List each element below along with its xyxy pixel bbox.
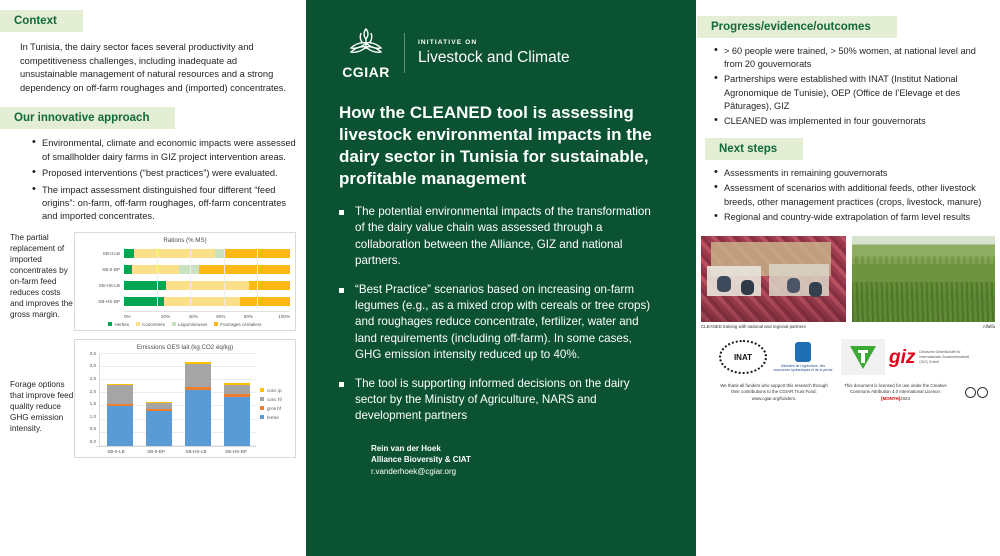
ministry-logo-label: Ministère de l’agriculture, des ressources hydrauliques et de la pêche: [773, 363, 833, 373]
context-text: In Tunisia, the dairy sector faces several productivity and competitiveness challenges, including inadequate ad unsustainable management of natural resources and a strong dependency on off-farm roughages and (imported) concentrates.: [20, 42, 286, 93]
legend-swatch: [108, 322, 112, 326]
legend-swatch: [214, 322, 218, 326]
licence-month: [MONTH]: [881, 395, 901, 401]
rations-x-axis: [124, 311, 290, 319]
cgiar-wordmark: CGIAR: [342, 64, 390, 80]
right-column: [691, 0, 1000, 556]
emissions-bar-segment: [185, 364, 211, 388]
rations-x-tick: 60%: [216, 313, 226, 319]
licence-line-3: International Licence.: [899, 389, 942, 395]
emissions-y-tick: 3,5: [89, 350, 96, 356]
page-title: How the CLEANED tool is assessing livestock environmental impacts in the dairy sector in Tunisia for sustainable, profitable management: [339, 103, 652, 188]
next-steps-bullet-list: [691, 167, 1000, 224]
cgiar-logo-block: [311, 0, 691, 80]
context-heading: Context: [0, 10, 83, 32]
emissions-y-axis: [80, 350, 99, 446]
funders-text: We thank all funders who support this research through their contributions to the CGIAR Trust Fund: www.cgiar.org/funders.: [720, 383, 828, 401]
rations-x-tick: 80%: [243, 313, 254, 319]
rations-bar-row: [80, 295, 290, 308]
emissions-bar: [107, 384, 133, 445]
legend-label: Concentrés: [141, 321, 165, 327]
legend-item: [260, 388, 290, 393]
approach-body: [0, 137, 311, 223]
legend-swatch: [260, 397, 264, 401]
author-block: [311, 437, 691, 478]
rations-bar-segment: [124, 249, 134, 258]
rations-bar-segment: [132, 265, 178, 274]
next-steps-tab-wrap: [691, 138, 1000, 160]
legend-item: [260, 406, 290, 411]
emissions-bar-segment: [224, 385, 250, 394]
progress-bullet-list: [691, 45, 1000, 128]
list-item: The tool is supporting informed decisions on the dairy sector by the Ministry of Agriculture, NARS and development partners: [339, 376, 661, 425]
photo-caption: CLEANED training with national and regional partners: [701, 324, 806, 330]
licence-line-1: This document is licensed for use under the: [844, 383, 930, 389]
legend-swatch: [260, 415, 264, 419]
licence-text: [843, 383, 948, 402]
legend-label: gros hf: [267, 405, 282, 411]
legend-item: [260, 415, 290, 420]
rations-bar-track: [124, 265, 290, 274]
emissions-x-tick: SB-HS-LB: [185, 448, 207, 454]
emissions-bar-segment: [185, 390, 211, 446]
legend-item: [260, 397, 290, 402]
rations-side-note: The partial replacement of imported concentrates by on-farm feed reduces costs and improves the gross margin.: [10, 232, 73, 319]
emissions-bar-segment: [107, 385, 133, 403]
context-body: [0, 41, 311, 95]
emissions-legend: [256, 354, 290, 454]
legend-label: Fourrages céréaliers: [220, 321, 262, 327]
footer: [691, 375, 1000, 402]
rations-bar-track: [124, 281, 290, 290]
licence-year: 2023: [900, 395, 910, 401]
rations-chart-title: Rations (% MS): [163, 236, 207, 244]
legend-item: [214, 322, 261, 327]
list-item: • The impact assessment distinguished four different “feed origins”: on-farm, off-farm roughages, off-farm concentrates and imported concentrates.: [34, 184, 299, 224]
rations-bar-segment: [124, 281, 166, 290]
rations-x-tick: 40%: [188, 313, 198, 319]
emissions-bar-segment: [107, 406, 133, 445]
rations-x-tick: 0%: [124, 313, 131, 319]
photo-alfalfa-wrap: [852, 236, 995, 329]
rations-category-label: SB-II-BP: [102, 266, 120, 272]
emissions-y-tick: 1,0: [89, 413, 96, 419]
emissions-bar: [224, 383, 250, 446]
giz-wordmark: giz: [889, 346, 916, 368]
emissions-gridline: [100, 366, 256, 367]
emissions-chart-title: Emissions GES lait (kg CO2 éq/kg): [136, 343, 234, 351]
rations-x-tick: 20%: [160, 313, 171, 319]
legend-swatch: [260, 388, 264, 392]
center-column: [311, 0, 691, 556]
list-item: • Assessment of scenarios with additional feeds, other livestock breeds, other management practices (crops, livestock, manure): [715, 182, 988, 208]
cgiar-logo-icon: [339, 26, 393, 80]
rations-bar-row: [80, 263, 290, 276]
cc-licence-badge: [962, 383, 988, 402]
emissions-gridline: [100, 353, 256, 354]
list-item: • Assessments in remaining gouvernorats: [715, 167, 988, 180]
rations-category-label: SB-HS-LB: [98, 282, 120, 288]
creative-commons-icon: [965, 387, 988, 398]
giz-logo: [841, 339, 973, 375]
list-item: • Regional and country-wide extrapolation of farm level results: [715, 211, 988, 224]
emissions-chart: [74, 339, 296, 458]
emissions-x-axis: [96, 446, 256, 454]
rations-bar-row: [80, 279, 290, 292]
photo-caption: Alfalfa: [982, 324, 995, 330]
emissions-y-tick: 0,0: [89, 438, 96, 444]
emissions-side-note: Forage options that improve feed quality reduce GHG emission intensity.: [10, 379, 74, 433]
initiative-block: [418, 39, 570, 67]
emissions-bar-segment: [146, 411, 172, 446]
photo-alfalfa: [852, 236, 995, 322]
rations-bar-segment: [164, 297, 240, 306]
rations-bar-segment: [179, 265, 199, 274]
legend-label: conc ip: [267, 387, 282, 393]
rations-bar-track: [124, 249, 290, 258]
emissions-y-tick: 2,5: [89, 375, 96, 381]
initiative-label: INITIATIVE ON: [418, 39, 478, 46]
emissions-y-tick: 0,5: [89, 426, 96, 432]
author-email[interactable]: r.vanderhoek@cgiar.org: [371, 466, 457, 476]
author-name: Rein van der Hoek: [371, 443, 441, 453]
approach-bullet-list: [20, 137, 299, 223]
progress-heading: Progress/evidence/outcomes: [697, 16, 897, 38]
legend-label: Herbes: [114, 321, 129, 327]
rations-category-label: SB-II-LB: [102, 250, 120, 256]
legend-swatch: [260, 406, 264, 410]
inat-logo-label: INAT: [733, 352, 753, 362]
emissions-chart-row: [0, 339, 311, 458]
emissions-y-tick: 2,0: [89, 388, 96, 394]
legend-label: conc hf: [267, 396, 282, 402]
emissions-y-tick: 3,0: [89, 363, 96, 369]
next-steps-heading: Next steps: [705, 138, 803, 160]
emissions-x-tick: SB-II-BP: [147, 448, 165, 454]
legend-swatch: [136, 322, 140, 326]
rations-category-label: SB-HS-BP: [98, 298, 120, 304]
author-org: Alliance Bioversity & CIAT: [371, 455, 471, 465]
rations-bar-segment: [124, 297, 164, 306]
emissions-y-tick: 1,5: [89, 401, 96, 407]
emissions-bar: [185, 362, 211, 446]
rations-x-tick: 100%: [278, 313, 291, 319]
legend-label: Légumineuses: [177, 321, 208, 327]
approach-heading: Our innovative approach: [0, 107, 175, 129]
list-item: • Environmental, climate and economic impacts were assessed of smallholder dairy farms in GIZ project intervention areas.: [34, 137, 299, 164]
list-item: • CLEANED was implemented in four gouvernorats: [715, 115, 988, 128]
approach-tab-wrap: [0, 107, 311, 129]
rations-bar-row: [80, 247, 290, 260]
rations-bar-segment: [224, 249, 290, 258]
list-item: • Proposed interventions (“best practices”) were evaluated.: [34, 167, 299, 180]
rations-bar-segment: [134, 249, 215, 258]
legend-item: [136, 322, 165, 327]
ministry-logo: [773, 342, 833, 373]
rations-chart: [74, 232, 296, 331]
logo-divider: [404, 33, 405, 73]
rations-bar-segment: [199, 265, 290, 274]
rations-plot-area: [80, 247, 290, 308]
context-tab-wrap: [0, 0, 311, 32]
rations-bar-segment: [124, 265, 132, 274]
partner-logos: [691, 329, 1000, 375]
photo-training-wrap: [701, 236, 846, 329]
giz-mark-icon: [848, 343, 878, 371]
emissions-gridline: [100, 379, 256, 380]
emissions-chart-body: [80, 350, 290, 454]
rations-bar-segment: [166, 281, 249, 290]
legend-item: [172, 322, 207, 327]
list-item: The potential environmental impacts of the transformation of the dairy value chain was assessed through a collaboration between the Alliance, GIZ and national partners.: [339, 204, 661, 270]
list-item: • > 60 people were trained, > 50% women, at national level and from 20 gouvernorats: [715, 45, 988, 71]
rations-bar-segment: [249, 281, 291, 290]
emissions-x-tick: SB-II-LB: [107, 448, 125, 454]
initiative-name: Livestock and Climate: [418, 49, 570, 66]
photo-gallery: [691, 226, 1000, 329]
legend-item: [108, 322, 129, 327]
rations-bar-segment: [215, 249, 223, 258]
center-bullet-list: [311, 190, 691, 425]
progress-tab-wrap: [691, 0, 1000, 38]
rations-chart-row: [0, 232, 311, 331]
rations-bar-segment: [240, 297, 290, 306]
inat-logo: [719, 340, 765, 374]
left-column: [0, 0, 311, 556]
emissions-bar: [146, 402, 172, 445]
photo-training: [701, 236, 846, 322]
rations-legend: [80, 322, 290, 327]
emissions-plot-area: [99, 354, 256, 446]
emissions-bar-segment: [224, 397, 250, 446]
emissions-plot-wrap: [80, 350, 256, 446]
list-item: “Best Practice” scenarios based on increasing on-farm legumes (e.g., as a mixed crop with cereals or tree crops) and roughages reduce concentrate, fertilizer, water and land requirements (including off-farm). In some cases, GHG emission intensity reduced up to 40%.: [339, 282, 661, 364]
rations-bar-track: [124, 297, 290, 306]
legend-swatch: [172, 322, 176, 326]
emissions-x-tick: SB-HS-BP: [225, 448, 247, 454]
right-green-edge: [691, 0, 696, 556]
legend-label: ferme: [267, 414, 279, 420]
giz-subtitle: Deutsche Gesellschaft für Internationale Zusammenarbeit (GIZ) GmbH: [919, 349, 970, 364]
licence-line-2: Creative Commons Attribution 4.0: [849, 383, 947, 395]
list-item: • Partnerships were established with INAT (Institut National Agronomique de Tunisie), OEP (Office de l’Elevage et des Pâturages), GIZ: [715, 73, 988, 113]
